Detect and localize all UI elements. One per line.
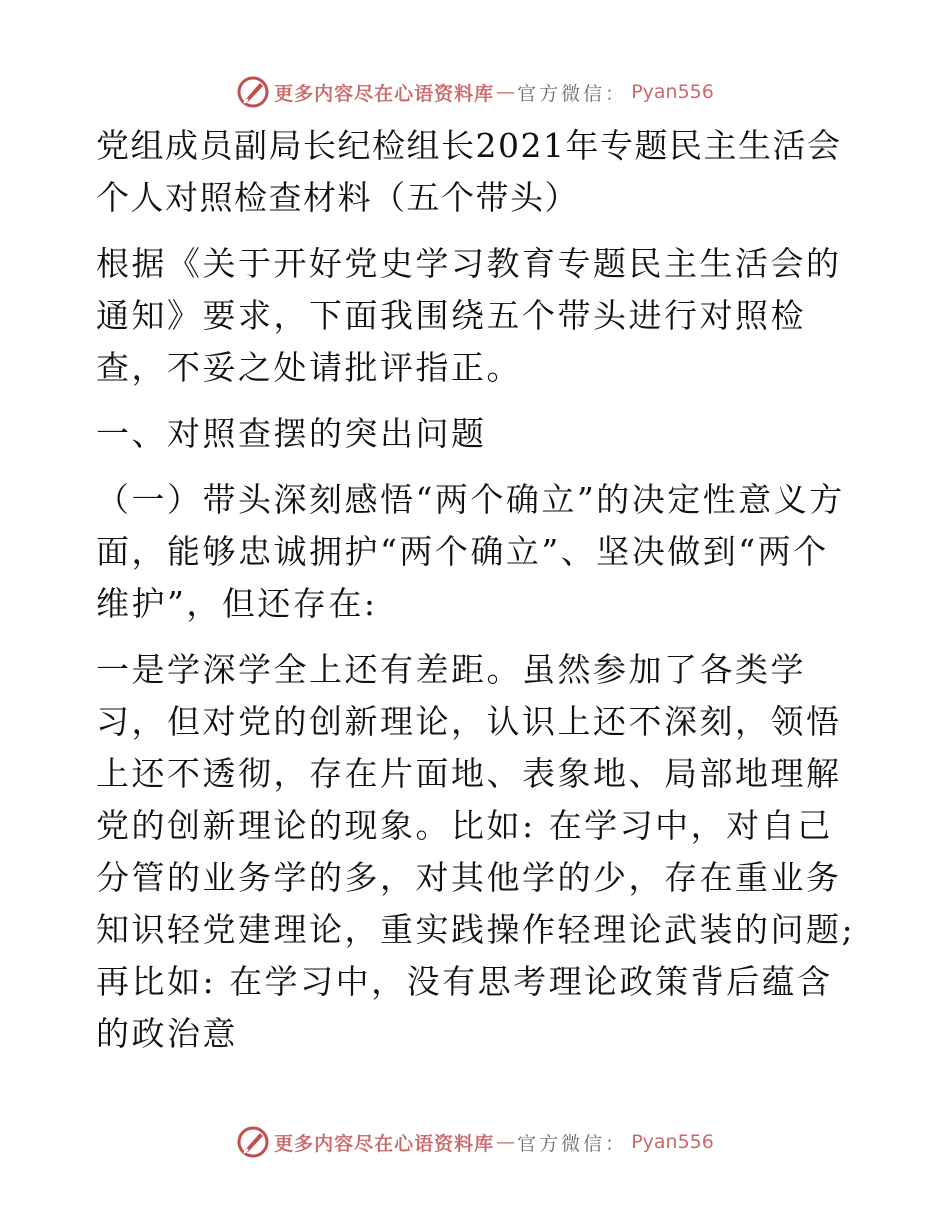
paragraph-intro: 根据《关于开好党史学习教育专题民主生活会的通知》要求，下面我围绕五个带头进行对照检查，不妥之处请批评指正。	[96, 244, 842, 387]
watermark-dash: —	[496, 1131, 516, 1153]
watermark-official-label: 官方微信：	[517, 82, 628, 105]
document-body	[96, 120, 856, 1074]
watermark-banner-bottom	[0, 1122, 950, 1162]
watermark-id: Pyan556	[631, 1131, 714, 1153]
watermark-banner-top	[0, 72, 950, 112]
subsection-heading: （一）带头深刻感悟“两个确立”的决定性意义方面，能够忠诚拥护“两个确立”、坚决做到“两个维护”，但还存在:	[96, 480, 845, 623]
quill-logo-icon	[236, 75, 270, 109]
watermark-text: 更多内容尽在心语资料库	[274, 82, 495, 105]
watermark-dash: —	[496, 81, 516, 103]
watermark-text: 更多内容尽在心语资料库	[274, 1132, 495, 1155]
document-title: 党组成员副局长纪检组长2021年专题民主生活会个人对照检查材料（五个带头）	[96, 126, 842, 217]
paragraph-point-one: 一是学深学全上还有差距。虽然参加了各类学习，但对党的创新理论，认识上还不深刻，领悟上还不透彻，存在片面地、表象地、局部地理解党的创新理论的现象。比如: 在学习中，对自己分管的业务学的多，对其他学的少，存在重业务知识轻党建理论，重实践操作轻理论武装的问题; 再比如: 在学习中，没有思考理论政策背后蕴含的政治意	[96, 650, 856, 1053]
watermark-official-label: 官方微信：	[517, 1132, 628, 1155]
watermark-id: Pyan556	[631, 81, 714, 103]
quill-logo-icon	[236, 1125, 270, 1159]
section-heading: 一、对照查摆的突出问题	[96, 414, 487, 453]
